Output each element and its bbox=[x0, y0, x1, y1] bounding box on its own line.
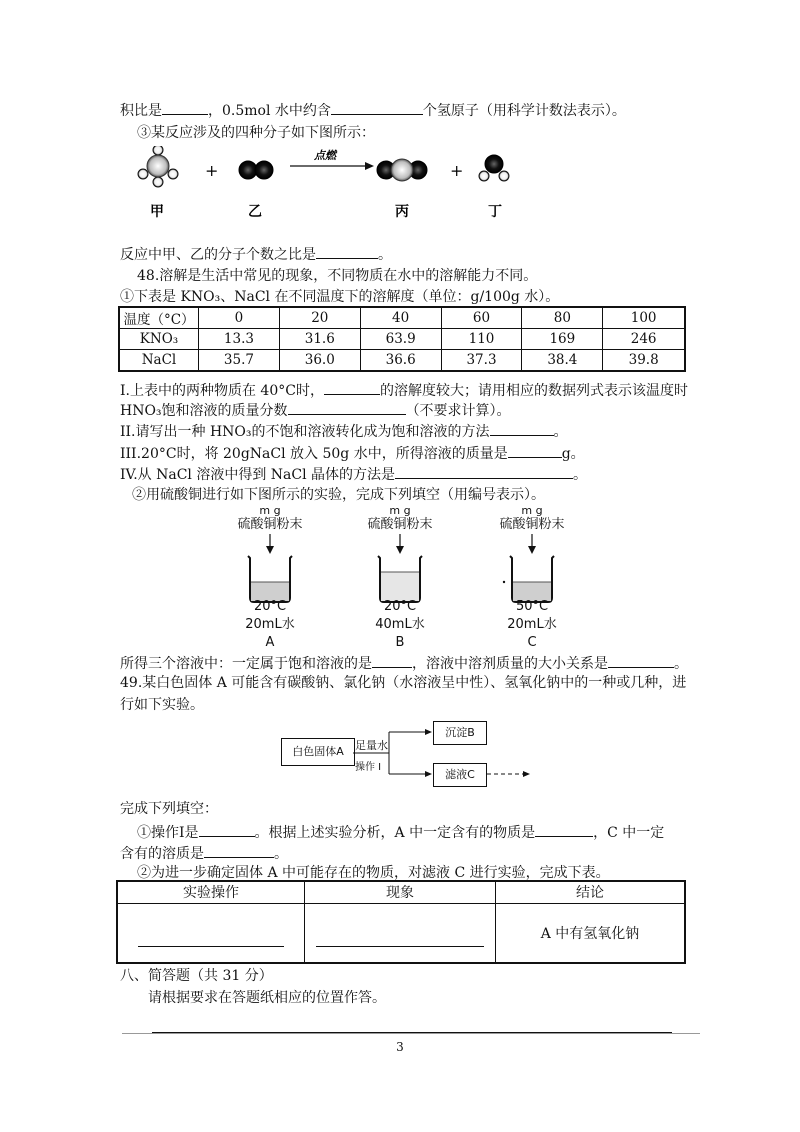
beaker-a: m g 硫酸铜粉末 20°C 20mL水 A bbox=[220, 502, 320, 662]
table-header-cell: 温度（°C） bbox=[119, 307, 199, 329]
q49-part1: ①操作I是 。根据上述实验分析，A 中一定含有的物质是 ，C 中一定 bbox=[137, 822, 664, 842]
beaker-b: m g 硫酸铜粉末 20°C 40mL水 B bbox=[350, 502, 450, 662]
reaction-condition: 点燃 bbox=[314, 149, 336, 162]
table-header-cell: 实验操作 bbox=[117, 881, 305, 903]
table-header-cell: 80 bbox=[522, 307, 603, 329]
table-cell: 13.3 bbox=[199, 329, 280, 350]
answer-blank bbox=[316, 932, 484, 947]
table-header-cell: 100 bbox=[603, 307, 685, 329]
molecule-jia bbox=[138, 146, 178, 187]
q48-intro: 48.溶解是生活中常见的现象，不同物质在水中的溶解能力不同。 bbox=[137, 268, 538, 284]
reaction-diagram bbox=[130, 146, 530, 224]
footer-divider bbox=[122, 1033, 700, 1034]
table-row bbox=[117, 881, 685, 903]
step-add-water: 足量水 bbox=[355, 739, 388, 752]
q49-intro2: 行如下实验。 bbox=[120, 697, 204, 713]
table-row bbox=[117, 903, 685, 963]
plus-sign: + bbox=[450, 161, 464, 180]
q49-intro1: 49.某白色固体 A 可能含有碳酸钠、氯化钠（水溶液呈中性）、氢氧化钠中的一种或几种，进 bbox=[120, 675, 687, 691]
operation-cell bbox=[117, 903, 305, 963]
molecule-ding bbox=[479, 155, 509, 181]
phenomenon-cell bbox=[305, 903, 496, 963]
precipitate-b-box: 沉淀B bbox=[433, 721, 487, 745]
table-header-cell: 60 bbox=[441, 307, 522, 329]
filtrate-c-box: 滤液C bbox=[433, 763, 487, 787]
table-header-cell: 20 bbox=[279, 307, 360, 329]
table-cell: 36.0 bbox=[279, 350, 360, 372]
molecule-bing bbox=[377, 159, 427, 181]
table-row bbox=[119, 350, 685, 372]
section-instruction: 请根据要求在答题纸相应的位置作答。 bbox=[148, 990, 386, 1006]
beaker-icon bbox=[482, 534, 582, 604]
answer-blank bbox=[288, 400, 406, 415]
experiment-table bbox=[116, 880, 686, 964]
answer-blank bbox=[316, 244, 378, 259]
table-cell: 31.6 bbox=[279, 329, 360, 350]
solubility-table bbox=[118, 306, 686, 372]
q48-item2: ②用硫酸铜进行如下图所示的实验，完成下列填空（用编号表示）。 bbox=[132, 487, 545, 503]
table-header-cell: 现象 bbox=[305, 881, 496, 903]
q49-part2: ②为进一步确定固体 A 中可能存在的物质，对滤液 C 进行实验，完成下表。 bbox=[137, 865, 610, 881]
table-cell: 38.4 bbox=[522, 350, 603, 372]
q48-sub1-cont: HNO₃饱和溶液的质量分数 （不要求计算）。 bbox=[120, 400, 511, 420]
answer-blank bbox=[535, 822, 593, 837]
molecule-yi bbox=[239, 161, 273, 179]
table-cell: 39.8 bbox=[603, 350, 685, 372]
q49-fill-intro: 完成下列填空： bbox=[120, 801, 218, 817]
answer-blank bbox=[490, 421, 554, 436]
answer-blank bbox=[372, 653, 412, 668]
q47-line1: 积比是 ，0.5mol 水中约含 个氢原子（用科学计数法表示）。 bbox=[120, 100, 626, 120]
table-row bbox=[119, 329, 685, 350]
q48-sub1: I.上表中的两种物质在 40°C时， 的溶解度较大；请用相应的数据列式表示该温度时 bbox=[120, 380, 688, 400]
q48-result: 所得三个溶液中：一定属于饱和溶液的是 ，溶液中溶剂质量的大小关系是 。 bbox=[120, 653, 688, 673]
q48-item1: ①下表是 KNO₃、NaCl 在不同温度下的溶解度（单位：g/100g 水）。 bbox=[120, 289, 560, 305]
q48-sub2: II.请写出一种 HNO₃的不饱和溶液转化成为饱和溶液的方法 。 bbox=[120, 421, 568, 441]
table-cell: 110 bbox=[441, 329, 522, 350]
table-header-cell: 结论 bbox=[496, 881, 686, 903]
page-number: 3 bbox=[396, 1040, 404, 1054]
table-cell: 63.9 bbox=[360, 329, 441, 350]
answer-blank bbox=[508, 443, 562, 458]
table-cell: 35.7 bbox=[199, 350, 280, 372]
table-row-label: NaCl bbox=[119, 350, 199, 372]
reaction-arrow bbox=[290, 149, 374, 170]
plus-sign: + bbox=[205, 161, 219, 180]
white-solid-a-box: 白色固体A bbox=[281, 738, 355, 766]
table-row-label: KNO₃ bbox=[119, 329, 199, 350]
table-cell: 246 bbox=[603, 329, 685, 350]
answer-blank bbox=[162, 100, 208, 115]
answer-blank bbox=[331, 100, 423, 115]
q48-sub4: IV.从 NaCl 溶液中得到 NaCl 晶体的方法是 。 bbox=[120, 464, 587, 484]
q47-item3: ③某反应涉及的四种分子如下图所示： bbox=[137, 125, 375, 141]
table-cell: 169 bbox=[522, 329, 603, 350]
table-row bbox=[119, 307, 685, 329]
table-cell: 36.6 bbox=[360, 350, 441, 372]
section-title: 八、简答题（共 31 分） bbox=[120, 968, 273, 984]
answer-blank bbox=[324, 380, 380, 395]
label-jia: 甲 bbox=[150, 204, 164, 220]
answer-blank bbox=[204, 843, 274, 858]
q48-sub3: III.20°C时，将 20gNaCl 放入 50g 水中，所得溶液的质量是 g。 bbox=[120, 443, 585, 463]
step-operation-i: 操作 I bbox=[355, 762, 382, 773]
beaker-c: m g 硫酸铜粉末 50°C 20mL水 C bbox=[482, 502, 582, 662]
label-yi: 乙 bbox=[248, 204, 262, 220]
label-bing: 丙 bbox=[395, 204, 409, 220]
answer-blank bbox=[608, 653, 674, 668]
conclusion-cell: A 中有氢氧化钠 bbox=[496, 903, 686, 963]
answer-blank bbox=[138, 932, 284, 947]
table-header-cell: 40 bbox=[360, 307, 441, 329]
beaker-icon bbox=[350, 534, 450, 604]
q49-part1-cont: 含有的溶质是 。 bbox=[120, 843, 288, 863]
answer-blank bbox=[395, 464, 573, 479]
answer-blank bbox=[199, 822, 255, 837]
q47-ratio: 反应中甲、乙的分子个数之比是 。 bbox=[120, 244, 392, 264]
table-cell: 37.3 bbox=[441, 350, 522, 372]
table-header-cell: 0 bbox=[199, 307, 280, 329]
beaker-icon bbox=[220, 534, 320, 604]
label-ding: 丁 bbox=[488, 204, 502, 220]
footer-divider-dark bbox=[152, 1032, 672, 1033]
